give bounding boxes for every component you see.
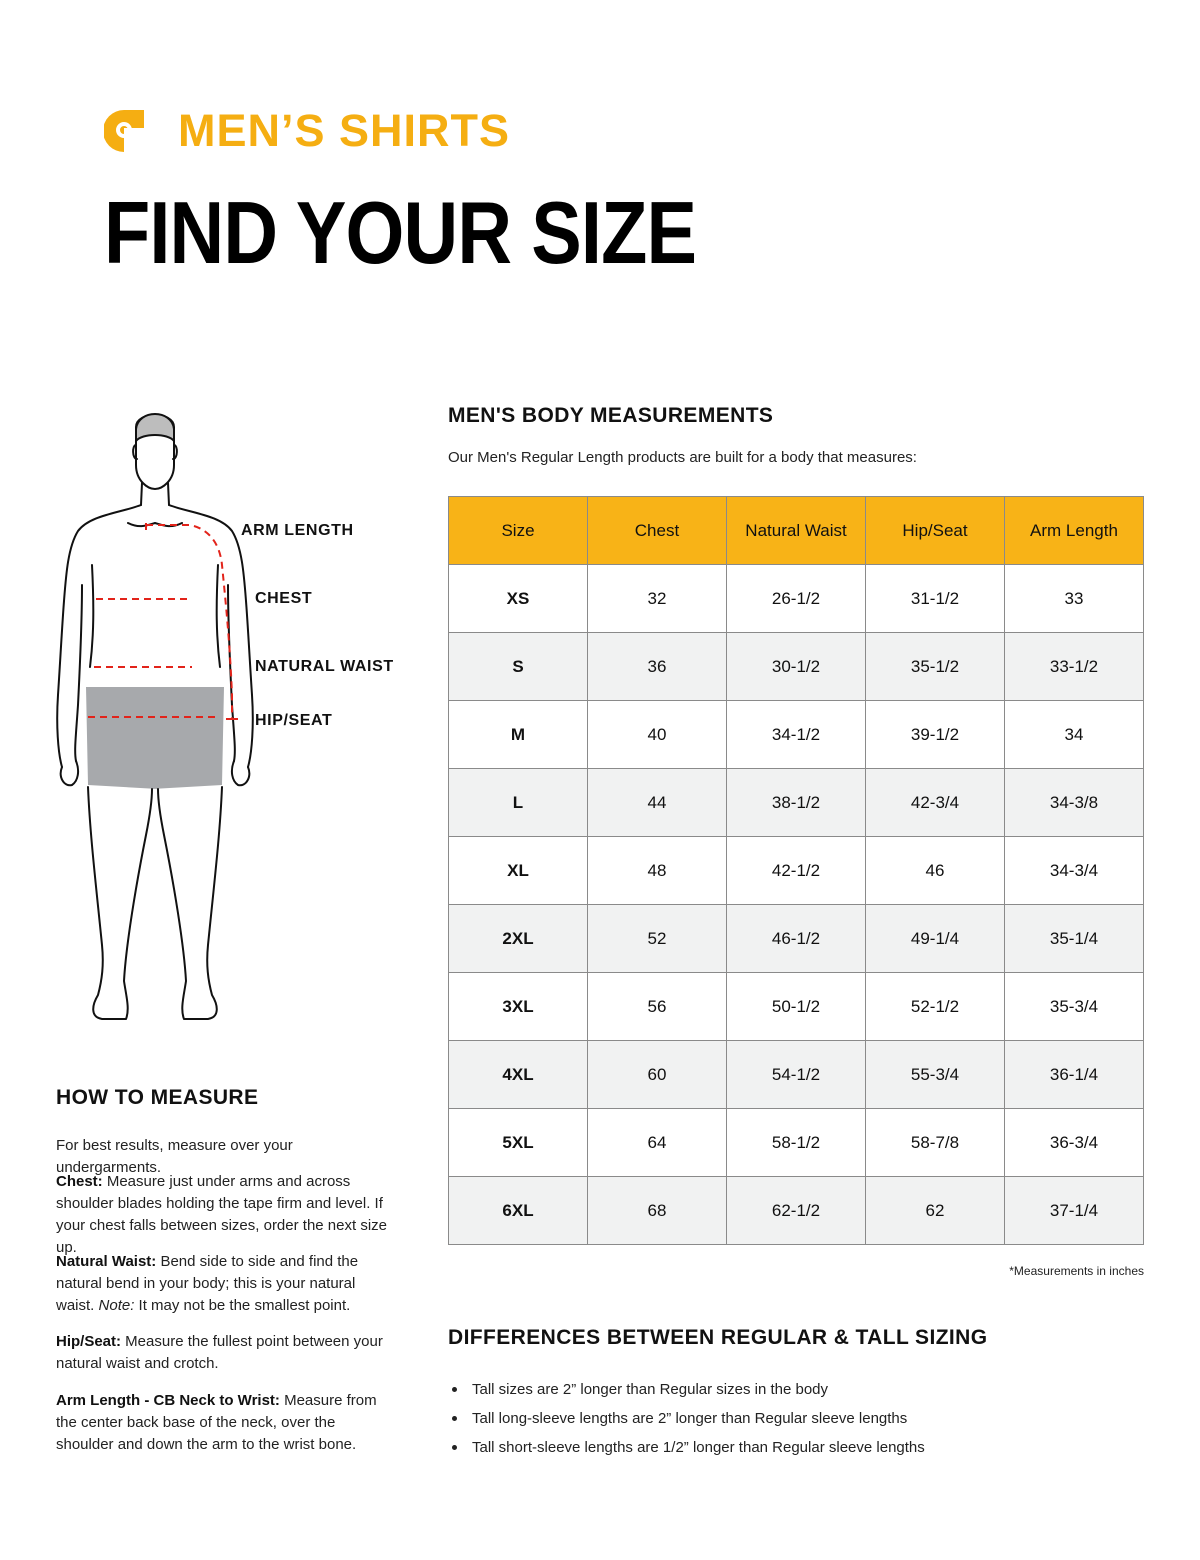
hip-instructions-text: Measure the fullest point between your natural waist and crotch. — [56, 1333, 383, 1372]
table-header-row — [449, 497, 1144, 565]
page-title: FIND YOUR SIZE — [104, 183, 697, 282]
hip-cell: 49-1/4 — [866, 905, 1005, 973]
chest-cell: 52 — [588, 905, 727, 973]
size-cell: XL — [449, 837, 588, 905]
hip-cell: 39-1/2 — [866, 701, 1005, 769]
arm-cell: 36-3/4 — [1005, 1109, 1144, 1177]
arm-cell: 35-3/4 — [1005, 973, 1144, 1041]
size-cell: M — [449, 701, 588, 769]
size-cell: 4XL — [449, 1041, 588, 1109]
size-cell: 3XL — [449, 973, 588, 1041]
differences-list — [452, 1375, 925, 1462]
header-subtitle: MEN’S SHIRTS — [178, 105, 511, 156]
table-row — [449, 905, 1144, 973]
waist-cell: 46-1/2 — [727, 905, 866, 973]
hip-cell: 42-3/4 — [866, 769, 1005, 837]
arm-instructions-label: Arm Length - CB Neck to Wrist: — [56, 1392, 280, 1409]
chest-instructions-label: Chest: — [56, 1173, 103, 1190]
chest-cell: 44 — [588, 769, 727, 837]
size-cell: 5XL — [449, 1109, 588, 1177]
waist-note-text: It may not be the smallest point. — [134, 1297, 351, 1314]
chest-instructions-text: Measure just under arms and across shoulder blades holding the tape firm and level. If your chest falls between sizes, order the next size up. — [56, 1173, 387, 1256]
table-row — [449, 1177, 1144, 1245]
how-to-intro: For best results, measure over your undergarments. — [56, 1137, 293, 1176]
hip-cell: 52-1/2 — [866, 973, 1005, 1041]
hip-cell: 46 — [866, 837, 1005, 905]
column-header: Natural Waist — [727, 497, 866, 565]
size-cell: L — [449, 769, 588, 837]
table-row — [449, 1041, 1144, 1109]
table-row — [449, 1109, 1144, 1177]
chest-cell: 36 — [588, 633, 727, 701]
arm-cell: 37-1/4 — [1005, 1177, 1144, 1245]
body-figure-illustration — [40, 405, 400, 1045]
arm-instructions-text: Measure from the center back base of the neck, over the shoulder and down the arm to the wrist bone. — [56, 1392, 377, 1453]
arm-cell: 34-3/4 — [1005, 837, 1144, 905]
arm-instructions — [56, 1390, 396, 1456]
hip-cell: 62 — [866, 1177, 1005, 1245]
chest-instructions — [56, 1171, 396, 1259]
waist-cell: 58-1/2 — [727, 1109, 866, 1177]
carhartt-logo-icon — [104, 108, 144, 154]
chest-cell: 40 — [588, 701, 727, 769]
arm-cell: 35-1/4 — [1005, 905, 1144, 973]
measurements-unit-note: *Measurements in inches — [1009, 1264, 1144, 1278]
measurements-heading: MEN'S BODY MEASUREMENTS — [448, 404, 774, 427]
list-item: Tall short-sleeve lengths are 1/2” longer than Regular sleeve lengths — [452, 1433, 925, 1462]
size-cell: XS — [449, 565, 588, 633]
column-header: Arm Length — [1005, 497, 1144, 565]
hip-instructions-label: Hip/Seat: — [56, 1333, 122, 1350]
hip-cell: 31-1/2 — [866, 565, 1005, 633]
how-to-measure-heading: HOW TO MEASURE — [56, 1086, 259, 1109]
waist-instructions-text: Bend side to side and find the natural bend in your body; this is your natural waist. — [56, 1253, 359, 1314]
hip-cell: 35-1/2 — [866, 633, 1005, 701]
waist-cell: 50-1/2 — [727, 973, 866, 1041]
waist-cell: 54-1/2 — [727, 1041, 866, 1109]
list-item: Tall sizes are 2” longer than Regular sizes in the body — [452, 1375, 925, 1404]
column-header: Chest — [588, 497, 727, 565]
waist-instructions-label: Natural Waist: — [56, 1253, 157, 1270]
size-cell: S — [449, 633, 588, 701]
waist-cell: 34-1/2 — [727, 701, 866, 769]
waist-instructions — [56, 1251, 396, 1317]
table-row — [449, 633, 1144, 701]
arm-cell: 33 — [1005, 565, 1144, 633]
table-row — [449, 701, 1144, 769]
table-row — [449, 769, 1144, 837]
waist-cell: 42-1/2 — [727, 837, 866, 905]
waist-note-label: Note: — [98, 1297, 135, 1314]
arm-length-label: ARM LENGTH — [241, 522, 354, 539]
size-table — [448, 496, 1144, 1245]
chest-cell: 64 — [588, 1109, 727, 1177]
table-row — [449, 837, 1144, 905]
chest-cell: 32 — [588, 565, 727, 633]
differences-heading: DIFFERENCES BETWEEN REGULAR & TALL SIZING — [448, 1326, 988, 1349]
arm-cell: 34 — [1005, 701, 1144, 769]
waist-cell: 26-1/2 — [727, 565, 866, 633]
arm-cell: 33-1/2 — [1005, 633, 1144, 701]
column-header: Hip/Seat — [866, 497, 1005, 565]
table-row — [449, 565, 1144, 633]
hip-instructions — [56, 1331, 396, 1375]
hip-cell: 55-3/4 — [866, 1041, 1005, 1109]
table-row — [449, 973, 1144, 1041]
size-cell: 2XL — [449, 905, 588, 973]
waist-cell: 30-1/2 — [727, 633, 866, 701]
chest-cell: 68 — [588, 1177, 727, 1245]
arm-cell: 36-1/4 — [1005, 1041, 1144, 1109]
chest-cell: 60 — [588, 1041, 727, 1109]
waist-cell: 62-1/2 — [727, 1177, 866, 1245]
measurements-intro: Our Men's Regular Length products are built for a body that measures: — [448, 449, 917, 466]
chest-cell: 56 — [588, 973, 727, 1041]
hip-cell: 58-7/8 — [866, 1109, 1005, 1177]
hip-seat-label: HIP/SEAT — [255, 712, 333, 729]
chest-cell: 48 — [588, 837, 727, 905]
natural-waist-label: NATURAL WAIST — [255, 658, 394, 675]
chest-label: CHEST — [255, 590, 313, 607]
arm-cell: 34-3/8 — [1005, 769, 1144, 837]
size-cell: 6XL — [449, 1177, 588, 1245]
column-header: Size — [449, 497, 588, 565]
list-item: Tall long-sleeve lengths are 2” longer than Regular sleeve lengths — [452, 1404, 925, 1433]
waist-cell: 38-1/2 — [727, 769, 866, 837]
